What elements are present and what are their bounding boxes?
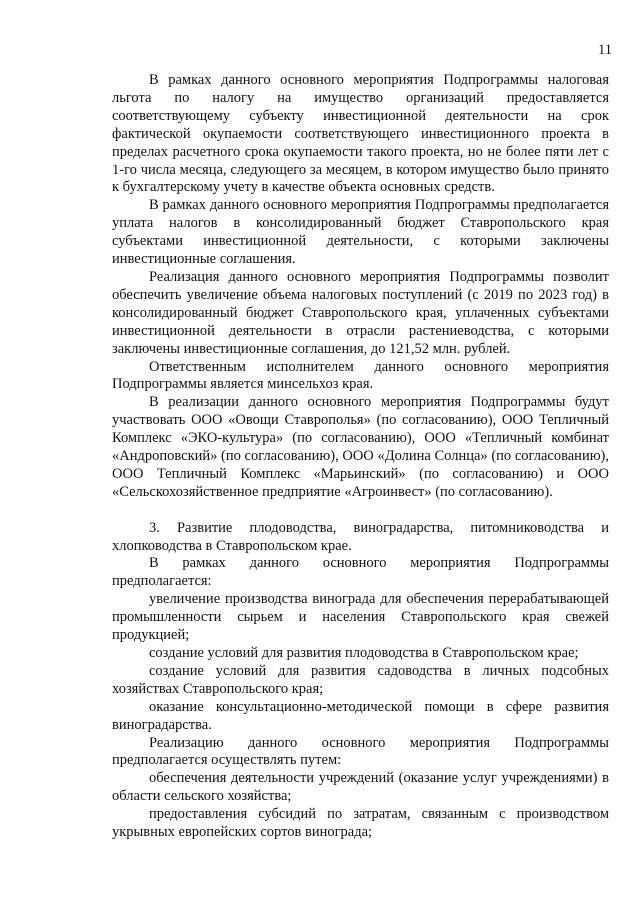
paragraph-implementation: Реализацию данного основного мероприятия Подпрограммы предполагается осуществлять путем: [112, 734, 609, 769]
paragraph-participants: В реализации данного основного мероприятия Подпрограммы будут участвовать ООО «Овощи Ставрополья» (по согласованию), ООО Тепличный Комплекс «ЭКО-культура» (по согласованию), ООО «Тепличный комбинат «Андроповский» (по согласованию), ООО «Долина Солнца» (по согласованию), ООО Тепличный Комплекс «Марьинский» (по согласованию) и ООО «Сельскохозяйственное предприятие «Агроинвест» (по согласованию). [112, 394, 609, 500]
paragraph-tax-revenue: Реализация данного основного мероприятия Подпрограммы позволит обеспечить увеличение объема налоговых поступлений (с 2019 по 2023 год) в консолидированный бюджет Ставропольского края, уплаченных субъектами инвестиционной деятельности в отрасли растениеводства, с которыми заключены инвестиционные соглашения, до 121,52 млн. рублей. [112, 268, 609, 357]
paragraph-tax-benefit: В рамках данного основного мероприятия Подпрограммы налоговая льгота по налогу на имущество организаций предоставляется соответствующему субъекту инвестиционной деятельности на срок фактической окупаемости соответствующего инвестиционного проекта в пределах расчетного срока окупаемости такого проекта, но не более пяти лет с 1-го числа месяца, следующего за месяцем, в котором имущество было принято к бухгалтерскому учету в качестве объекта основных средств. [112, 72, 609, 196]
paragraph-tax-payment: В рамках данного основного мероприятия Подпрограммы предполагается уплата налогов в консолидированный бюджет Ставропольского края субъектами инвестиционной деятельности, с которыми заключены инвестиционные соглашения. [112, 197, 609, 268]
paragraph-responsible-executor: Ответственным исполнителем данного основного мероприятия Подпрограммы является минсельхоз края. [112, 358, 609, 393]
list-item-institutions: обеспечения деятельности учреждений (оказание услуг учреждениями) в области сельского хозяйства; [112, 770, 609, 805]
document-body [112, 72, 609, 842]
list-item-gardening: создание условий для развития садоводства в личных подсобных хозяйствах Ставропольского края; [112, 662, 609, 697]
paragraph-intro: В рамках данного основного мероприятия Подпрограммы предполагается: [112, 555, 609, 590]
list-item-subsidies: предоставления субсидий по затратам, связанным с производством укрывных европейских сортов винограда; [112, 806, 609, 841]
list-item-fruit-growing: создание условий для развития плодоводства в Ставропольском крае; [149, 644, 579, 661]
page-number: 11 [598, 42, 612, 58]
section-heading: 3. Развитие плодоводства, виноградарства, питомниководства и хлопководства в Ставропольском крае. [112, 519, 609, 554]
list-item-consulting: оказание консультационно-методической помощи в сфере развития виноградарства. [112, 698, 609, 733]
list-item-grape-production: увеличение производства винограда для обеспечения перерабатывающей промышленности сырьем и населения Ставропольского края свежей продукцией; [112, 591, 609, 644]
